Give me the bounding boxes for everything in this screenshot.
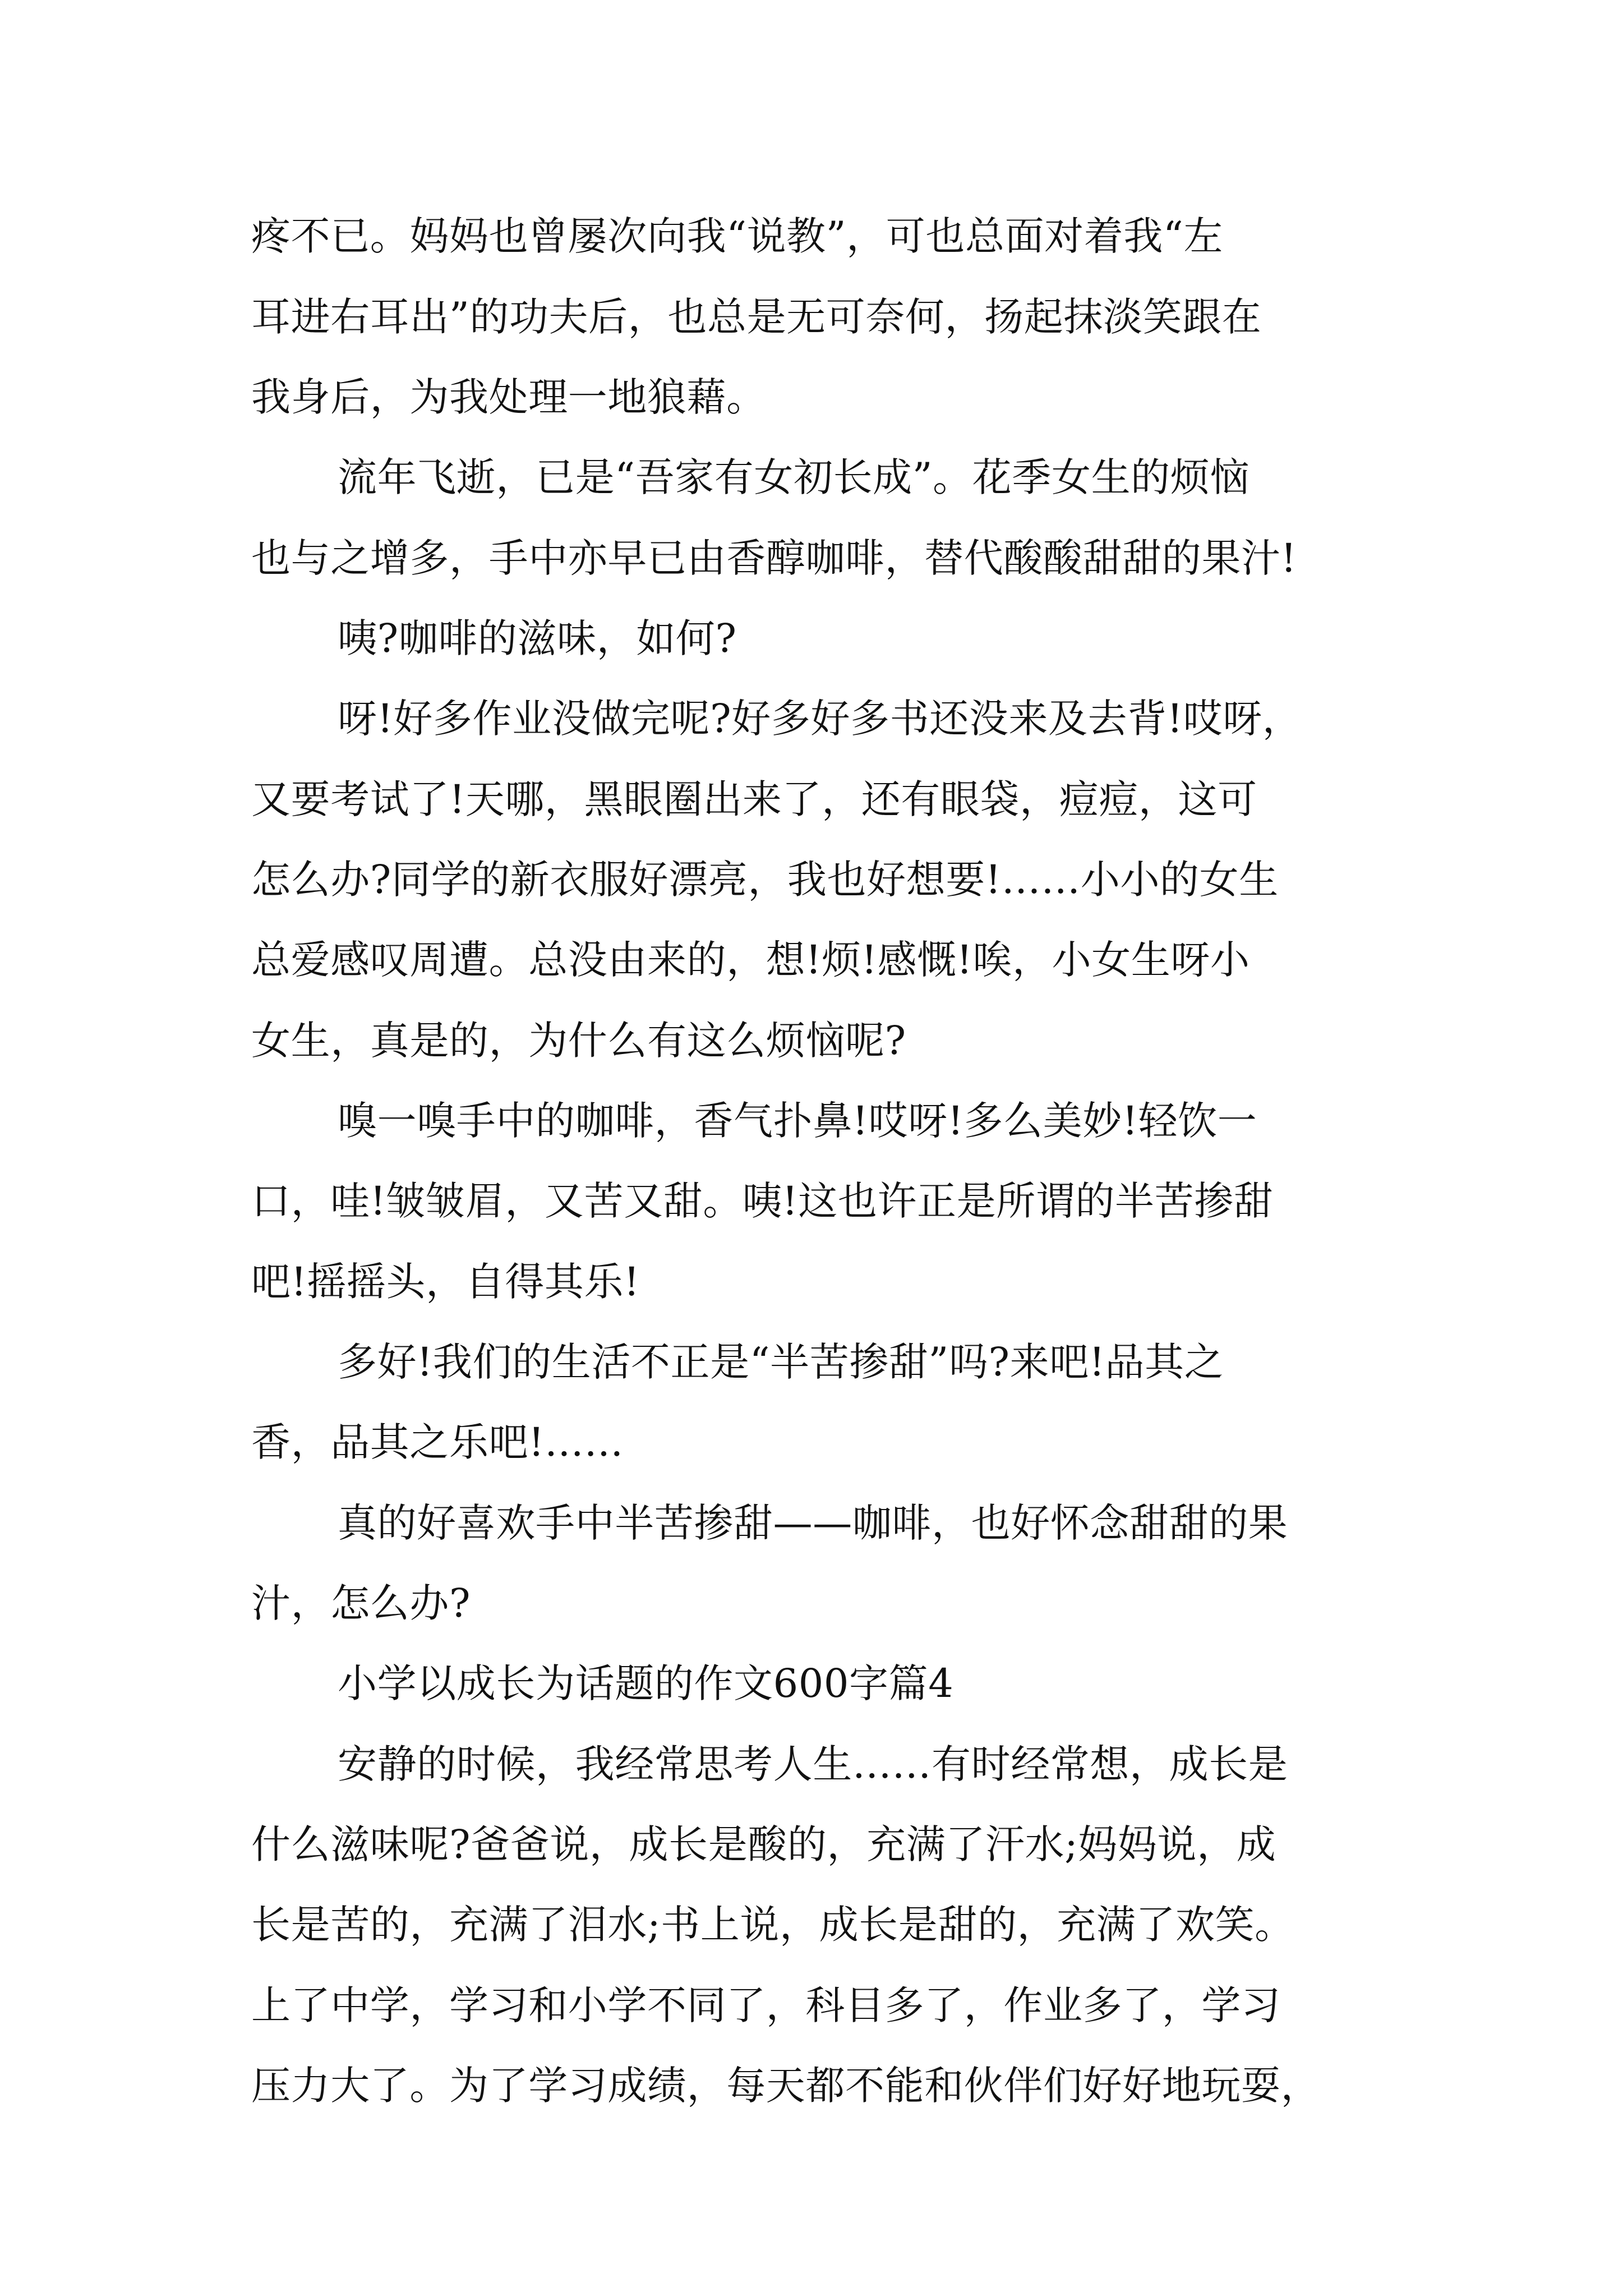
text-line: 口，哇!皱皱眉，又苦又甜。咦!这也许正是所谓的半苦掺甜: [251, 1178, 1274, 1224]
text-line: 压力大了。为了学习成绩，每天都不能和伙伴们好好地玩耍，: [251, 2063, 1321, 2109]
text-line: 耳进右耳出”的功夫后，也总是无可奈何，扬起抹淡笑跟在: [251, 294, 1262, 340]
text-line: 也与之增多，手中亦早已由香醇咖啡，替代酸酸甜甜的果汁!: [251, 535, 1297, 581]
text-line: 我身后，为我处理一地狼藉。: [251, 374, 766, 420]
paragraph-start-line: 真的好喜欢手中半苦掺甜——咖啡，也好怀念甜甜的果: [338, 1500, 1288, 1546]
text-line: 什么滋味呢?爸爸说，成长是酸的，充满了汗水;妈妈说，成: [251, 1821, 1276, 1867]
text-line: 上了中学，学习和小学不同了，科目多了，作业多了，学习: [251, 1982, 1281, 2028]
section-heading: 小学以成长为话题的作文600字篇4: [338, 1660, 954, 1706]
paragraph-start-line: 呀!好多作业没做完呢?好多好多书还没来及去背!哎呀，: [338, 696, 1302, 742]
text-line: 汁，怎么办?: [251, 1580, 471, 1626]
text-line: 吧!摇摇头，自得其乐!: [251, 1259, 640, 1305]
paragraph-start-line: 流年飞逝，已是“吾家有女初长成”。花季女生的烦恼: [338, 454, 1249, 500]
text-line: 疼不已。妈妈也曾屡次向我“说教”，可也总面对着我“左: [251, 213, 1223, 259]
paragraph-start-line: 安静的时候，我经常思考人生……有时经常想，成长是: [338, 1741, 1288, 1787]
text-line: 长是苦的，充满了泪水;书上说，成长是甜的，充满了欢笑。: [251, 1902, 1294, 1948]
text-line: 香，品其之乐吧!……: [251, 1419, 624, 1465]
text-line: 怎么办?同学的新衣服好漂亮，我也好想要!……小小的女生: [251, 857, 1279, 903]
text-line: 总爱感叹周遭。总没由来的，想!烦!感慨!唉，小女生呀小: [251, 937, 1250, 983]
text-line: 又要考试了!天哪，黑眼圈出来了，还有眼袋，痘痘，这可: [251, 776, 1257, 822]
paragraph-start-line: 多好!我们的生活不正是“半苦掺甜”吗?来吧!品其之: [338, 1339, 1224, 1385]
text-line: 女生，真是的，为什么有这么烦恼呢?: [251, 1018, 906, 1064]
paragraph-start-line: 嗅一嗅手中的咖啡，香气扑鼻!哎呀!多么美妙!轻饮一: [338, 1098, 1257, 1144]
paragraph-start-line: 咦?咖啡的滋味，如何?: [338, 615, 737, 661]
